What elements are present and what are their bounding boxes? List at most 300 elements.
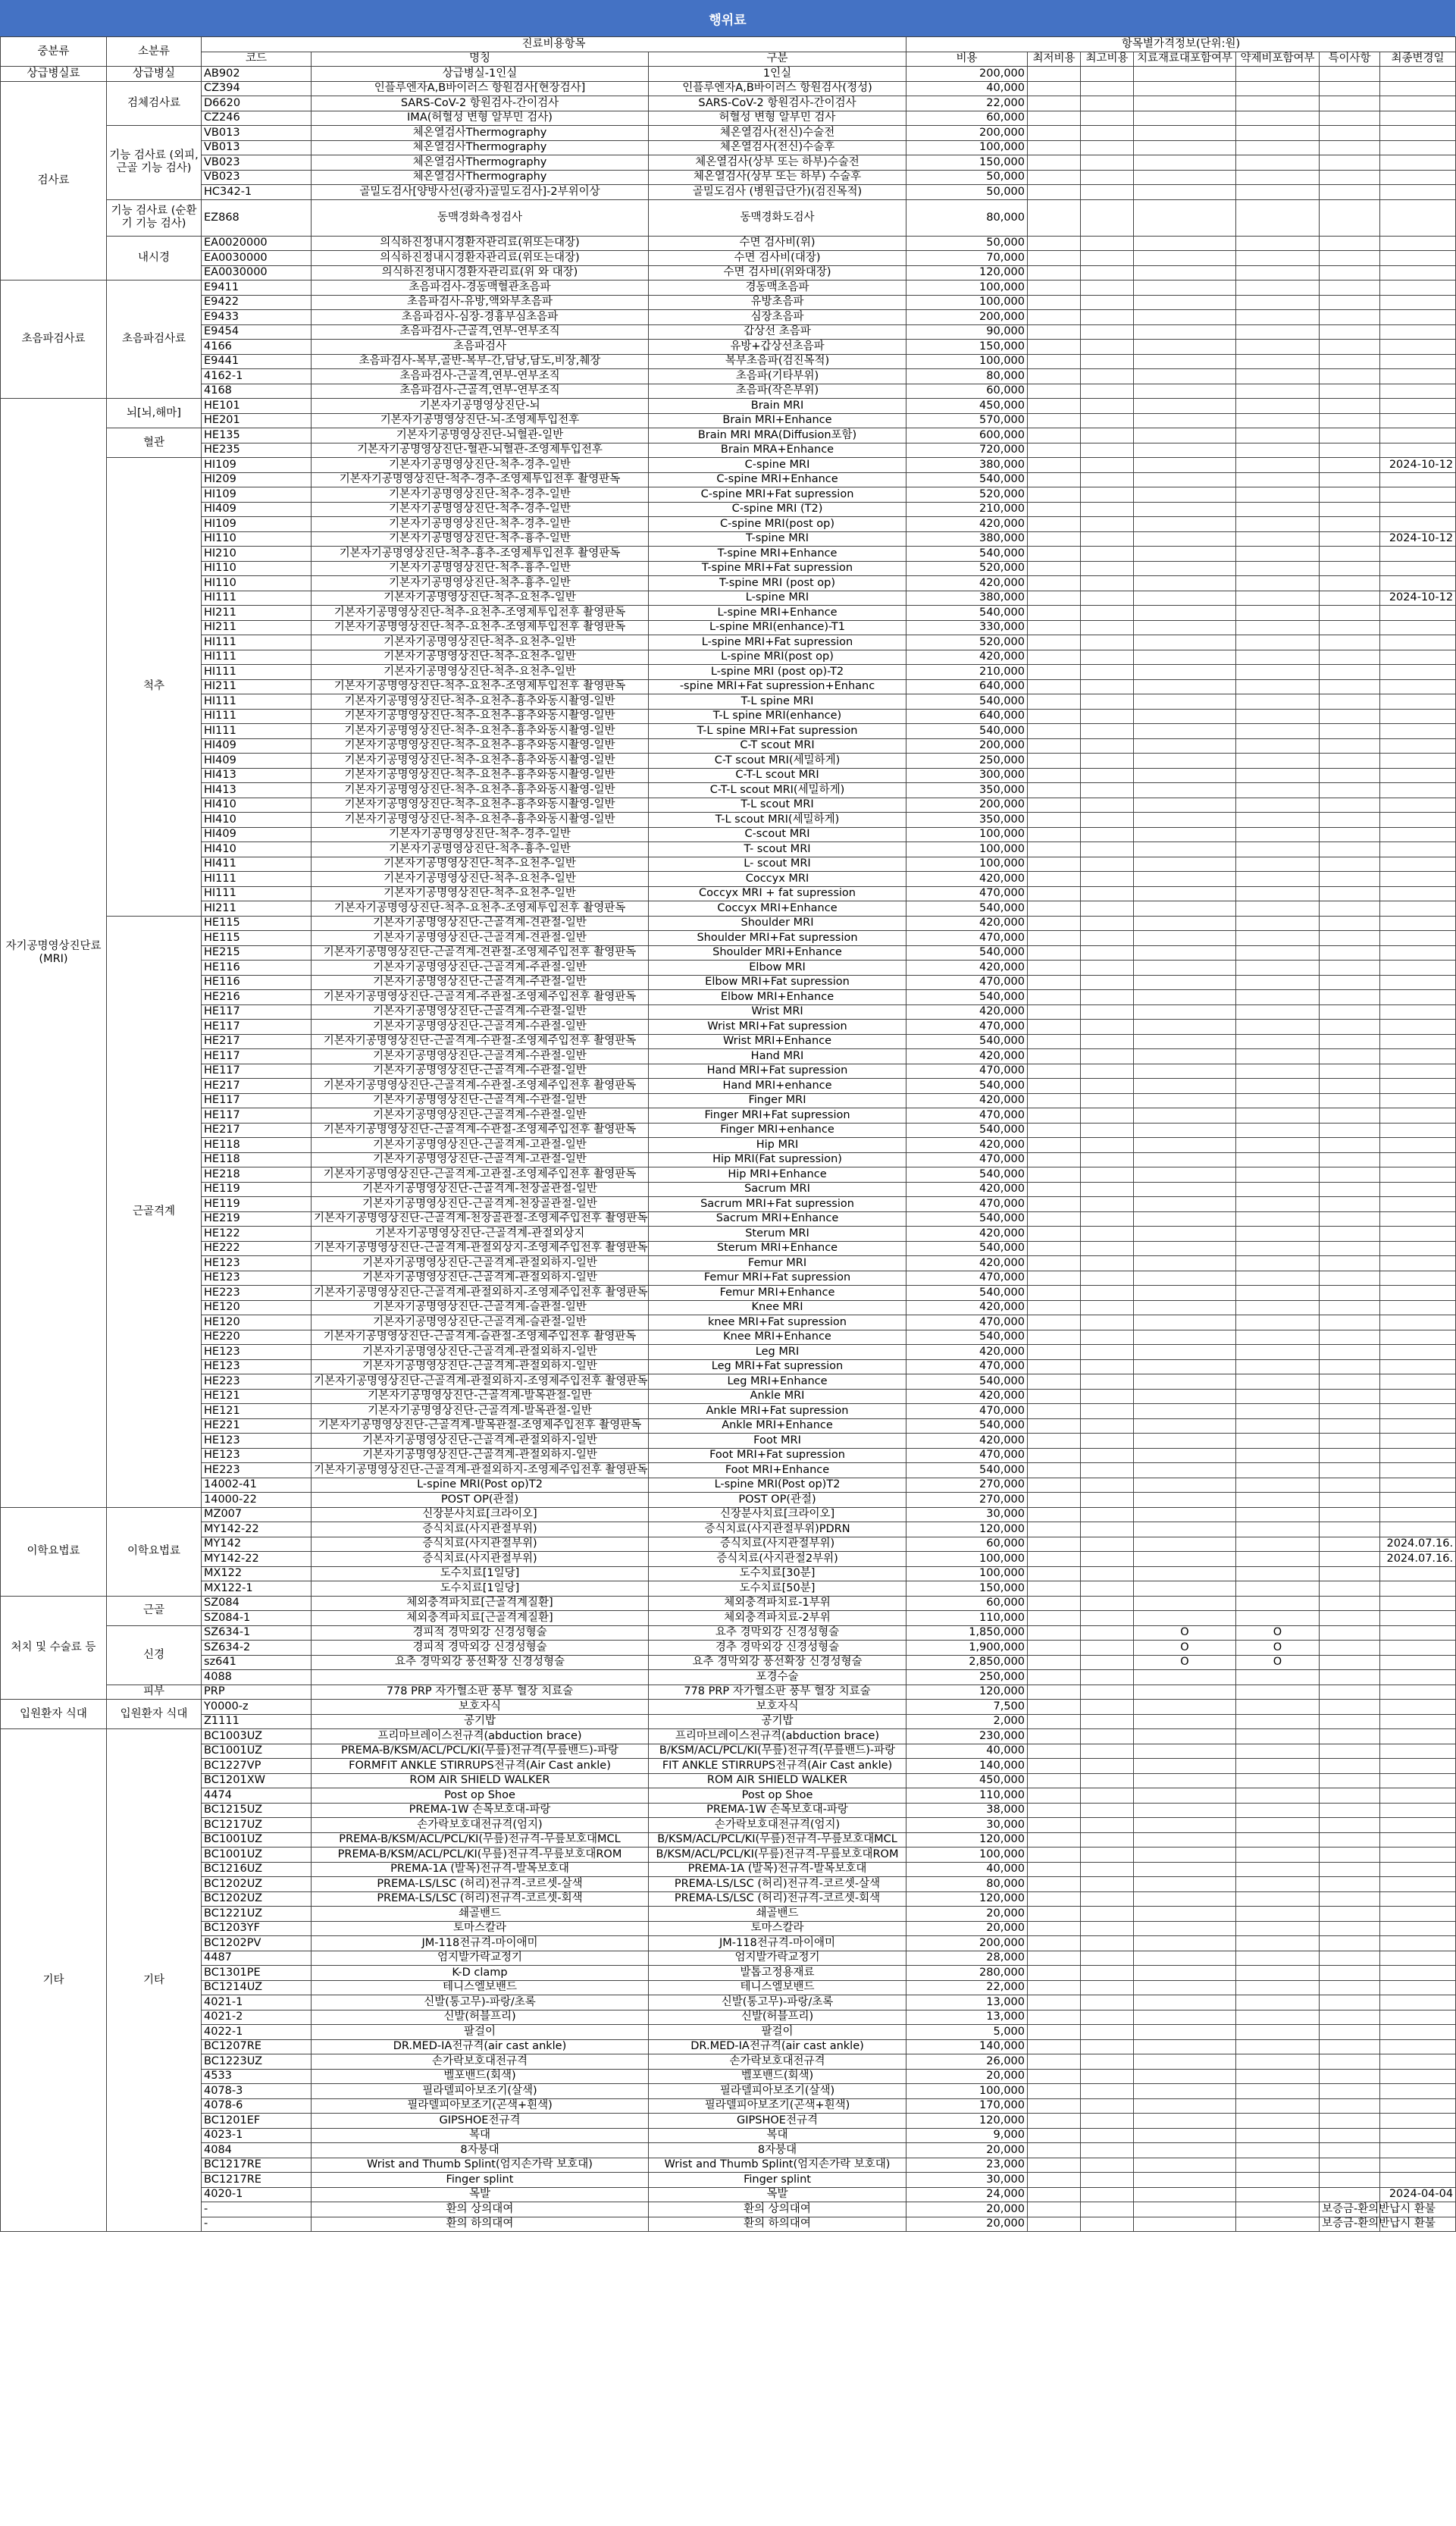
notes-cell (1320, 1300, 1380, 1315)
notes-cell (1320, 155, 1380, 171)
max-cost-cell (1081, 2025, 1134, 2040)
last-changed-cell (1380, 199, 1456, 236)
category-cell: 증식치료(사지관절부위) (649, 1537, 906, 1552)
cost-cell: 200,000 (906, 67, 1028, 82)
notes-cell (1320, 1463, 1380, 1478)
code-cell: sz641 (202, 1655, 312, 1670)
table-row (1, 901, 1456, 917)
max-cost-cell (1081, 324, 1134, 340)
last-changed-cell (1380, 1700, 1456, 1715)
drug-incl-cell (1236, 827, 1320, 842)
drug-incl-cell (1236, 694, 1320, 710)
max-cost-cell (1081, 354, 1134, 369)
name-cell: 기본자기공명영상진단-척추-경추-일반 (312, 487, 649, 503)
name-cell: 초음파검사-경동맥혈관초음파 (312, 280, 649, 296)
min-cost-cell (1028, 1788, 1081, 1804)
cost-cell: 420,000 (906, 1345, 1028, 1360)
code-cell: HE235 (202, 443, 312, 458)
last-changed-cell (1380, 1966, 1456, 1981)
last-changed-cell (1380, 2173, 1456, 2188)
category-cell: Sacrum MRI+Fat supression (649, 1197, 906, 1212)
category-cell: 쇄골밴드 (649, 1907, 906, 1922)
category-cell: 공기밥 (649, 1714, 906, 1729)
drug-incl-cell (1236, 236, 1320, 251)
category-cell: B/KSM/ACL/PCL/KI(무릎)전규격(무릎밴드)-파랑 (649, 1744, 906, 1759)
min-cost-cell (1028, 694, 1081, 710)
category-cell: Foot MRI+Enhance (649, 1463, 906, 1478)
material-incl-cell (1134, 236, 1236, 251)
max-cost-cell (1081, 1700, 1134, 1715)
min-cost-cell (1028, 783, 1081, 798)
code-cell: Z1111 (202, 1714, 312, 1729)
material-incl-cell (1134, 126, 1236, 141)
name-cell: FORMFIT ANKLE STIRRUPS전규격(Air Cast ankle) (312, 1759, 649, 1774)
material-incl-cell (1134, 399, 1236, 414)
header-cost: 비용 (906, 52, 1028, 67)
last-changed-cell (1380, 399, 1456, 414)
table-row (1, 1921, 1456, 1936)
category-cell: L- scout MRI (649, 857, 906, 872)
category-cell: 환의 상의대여 (649, 2202, 906, 2217)
min-cost-cell (1028, 1271, 1081, 1286)
max-cost-cell (1081, 2143, 1134, 2158)
name-cell: 기본자기공명영상진단-척추-요천추-흉추와동시촬영-일반 (312, 768, 649, 783)
category-cell: C-spine MRI(post op) (649, 517, 906, 532)
code-cell: 4088 (202, 1670, 312, 1685)
category-cell: 8자붕대 (649, 2143, 906, 2158)
table-row (1, 1241, 1456, 1256)
min-cost-cell (1028, 945, 1081, 961)
drug-incl-cell (1236, 1832, 1320, 1847)
last-changed-cell (1380, 620, 1456, 635)
max-cost-cell (1081, 1448, 1134, 1463)
material-incl-cell (1134, 620, 1236, 635)
name-cell: 기본자기공명영상진단-척추-경추-일반 (312, 827, 649, 842)
min-cost-cell (1028, 2039, 1081, 2054)
notes-cell (1320, 1625, 1380, 1641)
name-cell: 초음파검사-유방,액와부초음파 (312, 295, 649, 310)
last-changed-cell (1380, 354, 1456, 369)
max-cost-cell (1081, 1936, 1134, 1951)
name-cell: 의식하진정내시경환자관리료(위또는대장) (312, 236, 649, 251)
category-cell: 증식치료(사지관절2부위) (649, 1552, 906, 1567)
notes-cell (1320, 2039, 1380, 2054)
notes-cell (1320, 1729, 1380, 1744)
table-row (1, 1714, 1456, 1729)
last-changed-cell (1380, 1907, 1456, 1922)
material-incl-cell (1134, 1197, 1236, 1212)
notes-cell (1320, 170, 1380, 185)
max-cost-cell (1081, 1788, 1134, 1804)
max-cost-cell (1081, 1182, 1134, 1197)
last-changed-cell (1380, 754, 1456, 769)
code-cell: BC1217RE (202, 2173, 312, 2188)
notes-cell (1320, 1271, 1380, 1286)
category-cell: Shoulder MRI+Enhance (649, 945, 906, 961)
table-row (1, 738, 1456, 754)
drug-incl-cell (1236, 81, 1320, 96)
min-cost-cell (1028, 1374, 1081, 1390)
max-cost-cell (1081, 2069, 1134, 2084)
last-changed-cell (1380, 1093, 1456, 1108)
last-changed-cell (1380, 1034, 1456, 1049)
cost-cell: 470,000 (906, 1404, 1028, 1419)
last-changed-cell (1380, 1493, 1456, 1508)
min-cost-cell (1028, 1714, 1081, 1729)
material-incl-cell (1134, 155, 1236, 171)
last-changed-cell (1380, 1714, 1456, 1729)
minor-category-cell: 신경 (107, 1625, 202, 1685)
material-incl-cell (1134, 576, 1236, 591)
drug-incl-cell (1236, 1522, 1320, 1537)
material-incl-cell (1134, 1995, 1236, 2010)
notes-cell (1320, 561, 1380, 576)
max-cost-cell (1081, 2217, 1134, 2232)
notes-cell (1320, 931, 1380, 946)
drug-incl-cell (1236, 413, 1320, 428)
category-cell: T-L spine MRI+Fat supression (649, 724, 906, 739)
notes-cell (1320, 199, 1380, 236)
category-cell: 유방+갑상선초음파 (649, 340, 906, 355)
category-cell: B/KSM/ACL/PCL/KI(무릎)전규격-무릎보호대ROM (649, 1847, 906, 1863)
cost-cell: 22,000 (906, 1980, 1028, 1995)
min-cost-cell (1028, 1241, 1081, 1256)
category-cell: T-spine MRI+Enhance (649, 547, 906, 562)
last-changed-cell (1380, 1079, 1456, 1094)
cost-cell: 470,000 (906, 1197, 1028, 1212)
last-changed-cell (1380, 310, 1456, 325)
name-cell: 기본자기공명영상진단-근골격계-관절외하지-일반 (312, 1345, 649, 1360)
drug-incl-cell (1236, 295, 1320, 310)
last-changed-cell: 2024.07.16. (1380, 1552, 1456, 1567)
cost-cell: 450,000 (906, 1773, 1028, 1788)
cost-cell: 120,000 (906, 1522, 1028, 1537)
name-cell: 골밀도검사[양방사선(광자)골밀도검사]-2부위이상 (312, 185, 649, 200)
category-cell: Wrist MRI (649, 1004, 906, 1020)
material-incl-cell (1134, 1064, 1236, 1079)
min-cost-cell (1028, 2054, 1081, 2070)
name-cell: 기본자기공명영상진단-근골격계-수관절-조영제주입전후 촬영판독 (312, 1123, 649, 1138)
notes-cell (1320, 2084, 1380, 2099)
material-incl-cell (1134, 487, 1236, 503)
material-incl-cell (1134, 754, 1236, 769)
min-cost-cell (1028, 487, 1081, 503)
name-cell: 기본자기공명영상진단-근골격계-관절외하지-조영제주입전후 촬영판독 (312, 1463, 649, 1478)
drug-incl-cell (1236, 1004, 1320, 1020)
drug-incl-cell (1236, 768, 1320, 783)
material-incl-cell (1134, 1685, 1236, 1700)
cost-cell: 470,000 (906, 1271, 1028, 1286)
cost-cell: 23,000 (906, 2158, 1028, 2173)
last-changed-cell (1380, 2025, 1456, 2040)
table-row (1, 96, 1456, 111)
code-cell: CZ246 (202, 111, 312, 126)
table-row (1, 2054, 1456, 2070)
drug-incl-cell (1236, 576, 1320, 591)
last-changed-cell (1380, 1463, 1456, 1478)
notes-cell (1320, 1803, 1380, 1818)
cost-cell: 2,850,000 (906, 1655, 1028, 1670)
last-changed-cell (1380, 2010, 1456, 2025)
last-changed-cell (1380, 1345, 1456, 1360)
max-cost-cell (1081, 1566, 1134, 1581)
max-cost-cell (1081, 1655, 1134, 1670)
cost-cell: 720,000 (906, 443, 1028, 458)
cost-cell: 38,000 (906, 1803, 1028, 1818)
minor-category-cell: 근골격계 (107, 916, 202, 1507)
table-row (1, 1123, 1456, 1138)
code-cell: HC342-1 (202, 185, 312, 200)
category-cell: 도수치료[30분] (649, 1566, 906, 1581)
material-incl-cell (1134, 650, 1236, 665)
header-code: 코드 (202, 52, 312, 67)
drug-incl-cell (1236, 1596, 1320, 1611)
category-cell: 체외충격파치료-2부위 (649, 1611, 906, 1626)
category-cell: B/KSM/ACL/PCL/KI(무릎)전규격-무릎보호대MCL (649, 1832, 906, 1847)
table-row (1, 2202, 1456, 2217)
last-changed-cell (1380, 1936, 1456, 1951)
last-changed-cell (1380, 798, 1456, 813)
material-incl-cell (1134, 96, 1236, 111)
material-incl-cell (1134, 2202, 1236, 2217)
min-cost-cell (1028, 1345, 1081, 1360)
min-cost-cell (1028, 768, 1081, 783)
code-cell: HE217 (202, 1079, 312, 1094)
name-cell: 기본자기공명영상진단-척추-흉추-일반 (312, 531, 649, 547)
drug-incl-cell (1236, 1138, 1320, 1153)
cost-cell: 60,000 (906, 111, 1028, 126)
category-cell: C-T-L scout MRI(세밀하게) (649, 783, 906, 798)
material-incl-cell (1134, 1330, 1236, 1345)
max-cost-cell (1081, 1020, 1134, 1035)
last-changed-cell (1380, 1389, 1456, 1404)
table-row (1, 487, 1456, 503)
code-cell: HE120 (202, 1300, 312, 1315)
cost-cell: 420,000 (906, 1389, 1028, 1404)
table-row (1, 155, 1456, 171)
table-row (1, 1020, 1456, 1035)
category-cell: L-spine MRI (post op)-T2 (649, 665, 906, 680)
cost-cell: 300,000 (906, 768, 1028, 783)
code-cell: HI413 (202, 768, 312, 783)
notes-cell (1320, 340, 1380, 355)
table-row (1, 1463, 1456, 1478)
name-cell: 보호자식 (312, 1700, 649, 1715)
notes-cell (1320, 606, 1380, 621)
table-row (1, 2098, 1456, 2114)
name-cell: 기본자기공명영상진단-근골격계-슬관절-일반 (312, 1315, 649, 1330)
last-changed-cell (1380, 1522, 1456, 1537)
cost-cell: 210,000 (906, 665, 1028, 680)
material-incl-cell (1134, 1818, 1236, 1833)
max-cost-cell (1081, 1271, 1134, 1286)
name-cell: 의식하진정내시경환자관리료(위또는대장) (312, 251, 649, 266)
material-incl-cell (1134, 827, 1236, 842)
category-cell: Brain MRA+Enhance (649, 443, 906, 458)
header-notes: 특이사항 (1320, 52, 1380, 67)
cost-cell: 520,000 (906, 561, 1028, 576)
material-incl-cell (1134, 1300, 1236, 1315)
last-changed-cell (1380, 1891, 1456, 1907)
category-cell: Post op Shoe (649, 1788, 906, 1804)
last-changed-cell (1380, 561, 1456, 576)
table-row (1, 1493, 1456, 1508)
code-cell: HI111 (202, 724, 312, 739)
code-cell: HI110 (202, 576, 312, 591)
minor-category-cell: 내시경 (107, 236, 202, 280)
code-cell: BC1217UZ (202, 1818, 312, 1833)
max-cost-cell (1081, 591, 1134, 606)
drug-incl-cell (1236, 2158, 1320, 2173)
notes-cell (1320, 81, 1380, 96)
name-cell: 목발 (312, 2187, 649, 2202)
max-cost-cell (1081, 1167, 1134, 1183)
min-cost-cell (1028, 961, 1081, 976)
drug-incl-cell (1236, 1995, 1320, 2010)
min-cost-cell (1028, 1123, 1081, 1138)
notes-cell (1320, 369, 1380, 384)
notes-cell (1320, 1241, 1380, 1256)
name-cell: 기본자기공명영상진단-근골격계-고관절-일반 (312, 1138, 649, 1153)
name-cell: 기본자기공명영상진단-척추-요천추-조영제투입전후 촬영판독 (312, 901, 649, 917)
last-changed-cell: 2024-10-12 (1380, 531, 1456, 547)
drug-incl-cell (1236, 1330, 1320, 1345)
drug-incl-cell (1236, 126, 1320, 141)
material-incl-cell (1134, 1729, 1236, 1744)
last-changed-cell (1380, 140, 1456, 155)
last-changed-cell (1380, 886, 1456, 901)
max-cost-cell (1081, 126, 1134, 141)
drug-incl-cell (1236, 1788, 1320, 1804)
max-cost-cell (1081, 96, 1134, 111)
last-changed-cell (1380, 1256, 1456, 1271)
min-cost-cell (1028, 517, 1081, 532)
drug-incl-cell (1236, 1463, 1320, 1478)
notes-cell (1320, 1522, 1380, 1537)
notes-cell (1320, 975, 1380, 990)
notes-cell (1320, 487, 1380, 503)
name-cell: 동맥경화측정검사 (312, 199, 649, 236)
material-incl-cell (1134, 886, 1236, 901)
min-cost-cell (1028, 413, 1081, 428)
category-cell: T-spine MRI (649, 531, 906, 547)
notes-cell (1320, 1773, 1380, 1788)
cost-cell: 420,000 (906, 1256, 1028, 1271)
drug-incl-cell (1236, 798, 1320, 813)
category-cell: 손가락보호대전규격(엄지) (649, 1818, 906, 1833)
material-incl-cell (1134, 458, 1236, 473)
cost-cell: 90,000 (906, 324, 1028, 340)
drug-incl-cell (1236, 561, 1320, 576)
notes-cell (1320, 295, 1380, 310)
notes-cell (1320, 1685, 1380, 1700)
cost-cell: 540,000 (906, 1374, 1028, 1390)
notes-cell (1320, 2173, 1380, 2188)
notes-cell (1320, 1877, 1380, 1892)
material-incl-cell (1134, 1271, 1236, 1286)
code-cell: HI111 (202, 650, 312, 665)
last-changed-cell (1380, 67, 1456, 82)
code-cell: HE118 (202, 1152, 312, 1167)
cost-cell: 540,000 (906, 547, 1028, 562)
notes-cell (1320, 1862, 1380, 1877)
material-incl-cell (1134, 140, 1236, 155)
name-cell: 상급병실-1인실 (312, 67, 649, 82)
last-changed-cell (1380, 945, 1456, 961)
max-cost-cell (1081, 1197, 1134, 1212)
material-incl-cell (1134, 724, 1236, 739)
category-cell: 엄지발가락교정기 (649, 1951, 906, 1966)
code-cell: BC1223UZ (202, 2054, 312, 2070)
notes-cell (1320, 635, 1380, 650)
max-cost-cell (1081, 1581, 1134, 1597)
name-cell: 의식하진정내시경환자관리료(위 와 대장) (312, 265, 649, 280)
name-cell: 기본자기공명영상진단-척추-요천추-조영제투입전후 촬영판독 (312, 620, 649, 635)
drug-incl-cell (1236, 665, 1320, 680)
table-row (1, 1138, 1456, 1153)
material-incl-cell (1134, 1079, 1236, 1094)
table-row (1, 531, 1456, 547)
material-incl-cell (1134, 1744, 1236, 1759)
last-changed-cell (1380, 1448, 1456, 1463)
table-row (1, 517, 1456, 532)
cost-cell: 470,000 (906, 1064, 1028, 1079)
minor-category-cell: 검체검사료 (107, 81, 202, 126)
material-incl-cell (1134, 975, 1236, 990)
code-cell: EA0030000 (202, 265, 312, 280)
minor-category-cell: 뇌[뇌,해마] (107, 399, 202, 428)
cost-cell: 380,000 (906, 531, 1028, 547)
cost-cell: 100,000 (906, 354, 1028, 369)
material-incl-cell (1134, 1493, 1236, 1508)
name-cell: 기본자기공명영상진단-근골격계-관절외하지-일반 (312, 1448, 649, 1463)
min-cost-cell (1028, 1980, 1081, 1995)
drug-incl-cell (1236, 1108, 1320, 1124)
name-cell (312, 1670, 649, 1685)
drug-incl-cell (1236, 945, 1320, 961)
table-row (1, 1034, 1456, 1049)
min-cost-cell (1028, 1522, 1081, 1537)
category-cell: 체외충격파치료-1부위 (649, 1596, 906, 1611)
max-cost-cell (1081, 384, 1134, 399)
drug-incl-cell (1236, 199, 1320, 236)
min-cost-cell (1028, 1404, 1081, 1419)
name-cell: 팔걸이 (312, 2025, 649, 2040)
last-changed-cell: 2024-10-12 (1380, 458, 1456, 473)
table-row (1, 724, 1456, 739)
material-incl-cell (1134, 547, 1236, 562)
max-cost-cell (1081, 236, 1134, 251)
minor-category-cell: 척추 (107, 458, 202, 917)
material-incl-cell (1134, 945, 1236, 961)
notes-cell (1320, 679, 1380, 694)
min-cost-cell (1028, 576, 1081, 591)
last-changed-cell (1380, 1197, 1456, 1212)
notes-cell (1320, 1936, 1380, 1951)
material-incl-cell (1134, 1020, 1236, 1035)
code-cell: BC1001UZ (202, 1744, 312, 1759)
table-row (1, 2069, 1456, 2084)
max-cost-cell (1081, 531, 1134, 547)
table-row (1, 472, 1456, 487)
table-row (1, 324, 1456, 340)
category-cell: knee MRI+Fat supression (649, 1315, 906, 1330)
table-row (1, 606, 1456, 621)
table-row (1, 1670, 1456, 1685)
code-cell: HI211 (202, 679, 312, 694)
table-row (1, 170, 1456, 185)
category-cell: Sterum MRI (649, 1227, 906, 1242)
